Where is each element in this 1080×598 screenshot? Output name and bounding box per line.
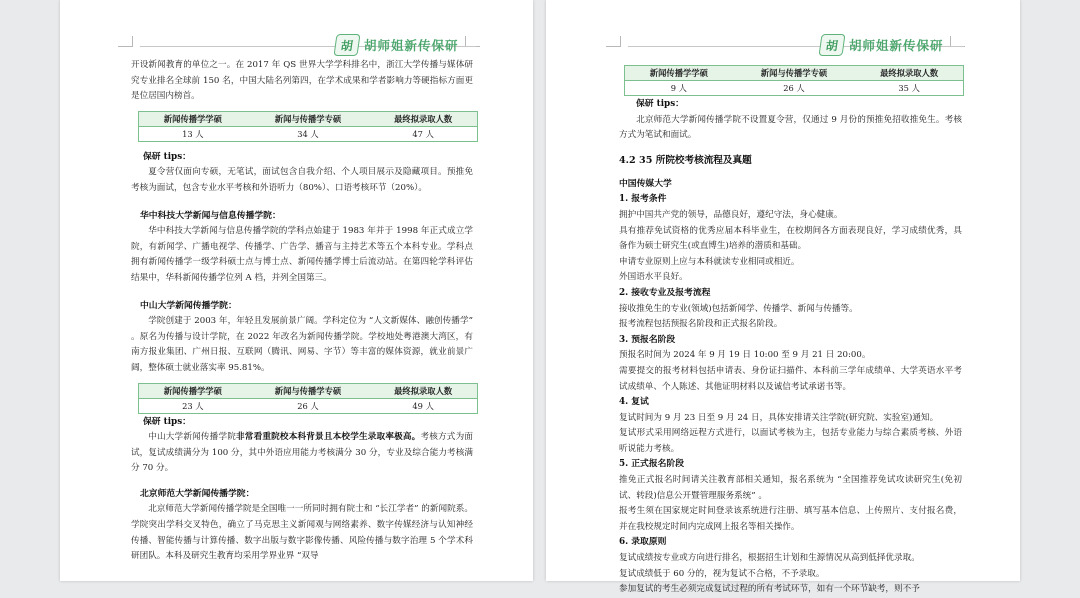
body-line: 接收推免生的专业(领域)包括新闻学、传播学、新闻与传播等。 bbox=[619, 303, 858, 314]
school-heading-sysu: 中山大学新闻传播学院： bbox=[140, 300, 237, 311]
body-line: 报考生须在国家规定时间登录该系统进行注册、填写基本信息、上传照片、支付报名费，并在我校规定时间内完成网上报名等相关操作。 bbox=[619, 506, 962, 532]
tips-heading: 保研 tips： bbox=[143, 151, 191, 162]
intro-paragraph: 开设新闻教育的单位之一。在 2017 年 QS 世界大学学科排名中，浙江大学传播与媒体研究专业排名全球前 150 名，中国大陆名列第四，在学术成果和学者影响力等硬指标方面更是位居国内榜首。 bbox=[131, 60, 473, 102]
logo-badge-icon: 胡 bbox=[333, 34, 360, 56]
logo-text: 胡师姐新传保研 bbox=[849, 38, 944, 53]
body-line: 报考流程包括预报名阶段和正式报名阶段。 bbox=[619, 319, 783, 330]
table-cell: 35 人 bbox=[898, 83, 920, 93]
school-paragraph-hust: 华中科技大学新闻与信息传播学院的学科点始建于 1983 年并于 1998 年正式成立学院，有新闻学、广播电视学、传播学、广告学、播音与主持艺术等五个本科专业。学科点拥有新闻传播学一级学科硕士点与博士点、新闻传播学博士后流动站。在第四轮学科评估结果中，华科新闻传播学位列 A 档，并列全国第三。 bbox=[131, 226, 473, 283]
body-line: 申请专业原则上应与本科就读专业相同或相近。 bbox=[619, 256, 800, 267]
school-paragraph-bnu: 北京师范大学新闻传播学院是全国唯一一所同时拥有院士和 “长江学者” 的新闻院系。学院突出学科交叉特色，确立了马克思主义新闻观与网络素养、数字传媒经济与认知神经传播、智能传播与计算传播、数字出版与数字影像传播、风险传播与数字治理 5 个学术科研团队。本科及研究生教育均采用学界业界 “双导 bbox=[131, 504, 473, 562]
table-header-cell: 最终拟录取人数 bbox=[855, 66, 963, 81]
body-line: 复试成绩按专业或方向进行排名，根据招生计划和生源情况从高到低择优录取。 bbox=[619, 553, 920, 564]
tips-paragraph: 夏令营仅面向专硕，无笔试，面试包含自我介绍、个人项目展示及隐藏项目。预推免考核为面试，包含专业水平考核和外语听力（80%）、口语考核环节（20%）。 bbox=[131, 167, 473, 193]
school-heading-bnu: 北京师范大学新闻传播学院： bbox=[140, 488, 255, 499]
quota-table bbox=[624, 65, 964, 96]
header-logo bbox=[820, 34, 944, 56]
logo-text: 胡师姐新传保研 bbox=[364, 38, 459, 53]
subsection-heading: 2. 接收专业及报考流程 bbox=[619, 287, 711, 298]
section-title: 4.2 35 所院校考核流程及真题 bbox=[619, 154, 752, 166]
body-line: 推免正式报名时间请关注教育部相关通知，报名系统为 “全国推荐免试攻读研究生(免初试、转段)信息公开暨管理服务系统” 。 bbox=[619, 475, 962, 501]
table-header-cell: 最终拟录取人数 bbox=[369, 111, 477, 126]
body-line: 复试成绩低于 60 分的，视为复试不合格，不予录取。 bbox=[619, 568, 825, 579]
school-paragraph-sysu: 学院创建于 2003 年，年轻且发展前景广阔。学科定位为 “人文新媒体、融创传播学” 。原名为传播与设计学院，在 2022 年改名为新闻传播学院。学校地处粤港澳大湾区，有南方报业集团、广州日报、互联网（腾讯、网易、字节）等丰富的媒体资源，就业前景广阔，整体硕士就业落实率 95.81%。 bbox=[131, 316, 473, 373]
table-cell: 34 人 bbox=[297, 128, 319, 139]
subsection-heading: 3. 预报名阶段 bbox=[619, 334, 676, 345]
tips-heading: 保研 tips： bbox=[636, 99, 684, 109]
tips-paragraph bbox=[131, 430, 473, 477]
table-cell: 26 人 bbox=[297, 400, 319, 411]
table-cell: 13 人 bbox=[182, 128, 204, 139]
tips-emphasis: 非常看重院校本科背景且本校学生录取率极高。 bbox=[236, 432, 421, 443]
body-line: 参加复试的考生必须完成复试过程的所有考试环节，如有一个环节缺考，则不予 bbox=[619, 584, 920, 595]
table-cell: 49 人 bbox=[412, 400, 434, 411]
tips-text: 考核方式为面试，复试成绩满分为 100 分，其中外语应用能力考核满分 30 分，专业及综合能力考核满分 70 分。 bbox=[131, 432, 473, 474]
header-logo bbox=[335, 34, 459, 56]
table-header-cell: 新闻与传播学专硕 bbox=[733, 66, 856, 81]
school-heading-cuc: 中国传媒大学 bbox=[619, 178, 672, 189]
table-header-cell: 新闻传播学学硕 bbox=[139, 111, 247, 126]
table-header-cell: 最终拟录取人数 bbox=[369, 383, 477, 398]
quota-table bbox=[138, 383, 478, 414]
table-row bbox=[139, 126, 478, 141]
tips-heading: 保研 tips： bbox=[143, 416, 191, 427]
document-page-right bbox=[546, 0, 1020, 595]
body-line: 外国语水平良好。 bbox=[619, 272, 688, 283]
quota-table bbox=[138, 111, 478, 142]
table-row bbox=[625, 81, 964, 96]
table-cell: 47 人 bbox=[412, 128, 434, 139]
subsection-heading: 4. 复试 bbox=[619, 397, 649, 408]
body-line: 预报名时间为 2024 年 9 月 19 日 10:00 至 9 月 21 日 20:00。 bbox=[619, 350, 871, 361]
subsection-heading: 6. 录取原则 bbox=[619, 537, 667, 548]
subsection-heading: 5. 正式报名阶段 bbox=[619, 459, 685, 470]
table-header-cell: 新闻与传播学专硕 bbox=[247, 383, 370, 398]
document-page-left bbox=[60, 0, 533, 581]
table-cell: 23 人 bbox=[182, 400, 204, 411]
school-heading-hust: 华中科技大学新闻与信息传播学院： bbox=[140, 210, 281, 221]
body-line: 拥护中国共产党的领导，品德良好，遵纪守法，身心健康。 bbox=[619, 209, 843, 220]
tips-paragraph: 北京师范大学新闻传播学院不设置夏令营，仅通过 9 月份的预推免招收推免生。考核方式为笔试和面试。 bbox=[619, 114, 962, 141]
body-line: 需要提交的报考材料包括申请表、身份证扫描件、本科前三学年成绩单、大学英语水平考试成绩单、个人陈述、其他证明材料以及诚信考试承诺书等。 bbox=[619, 365, 962, 392]
table-header-cell: 新闻传播学学硕 bbox=[625, 66, 733, 81]
table-cell: 26 人 bbox=[783, 83, 805, 93]
table-header-cell: 新闻与传播学专硕 bbox=[247, 111, 370, 126]
page-corner-mark bbox=[118, 36, 133, 47]
table-row bbox=[139, 398, 478, 413]
page-corner-mark bbox=[606, 36, 621, 47]
table-header-cell: 新闻传播学学硕 bbox=[139, 383, 247, 398]
tips-text: 中山大学新闻传播学院 bbox=[148, 432, 237, 443]
logo-badge-icon: 胡 bbox=[818, 34, 845, 56]
body-line: 复试形式采用网络远程方式进行，以面试考核为主，包括专业能力与综合素质考核、外语听说能力考核。 bbox=[619, 428, 962, 454]
table-cell: 9 人 bbox=[670, 83, 687, 93]
subsection-heading: 1. 报考条件 bbox=[619, 194, 667, 205]
body-line: 具有推荐免试资格的优秀应届本科毕业生，在校期间各方面表现良好，学习成绩优秀，具备作为硕士研究生(或直博生)培养的潜质和基础。 bbox=[619, 225, 962, 252]
body-line: 复试时间为 9 月 23 日至 9 月 24 日，具体安排请关注学院(研究院、实验室)通知。 bbox=[619, 412, 939, 423]
